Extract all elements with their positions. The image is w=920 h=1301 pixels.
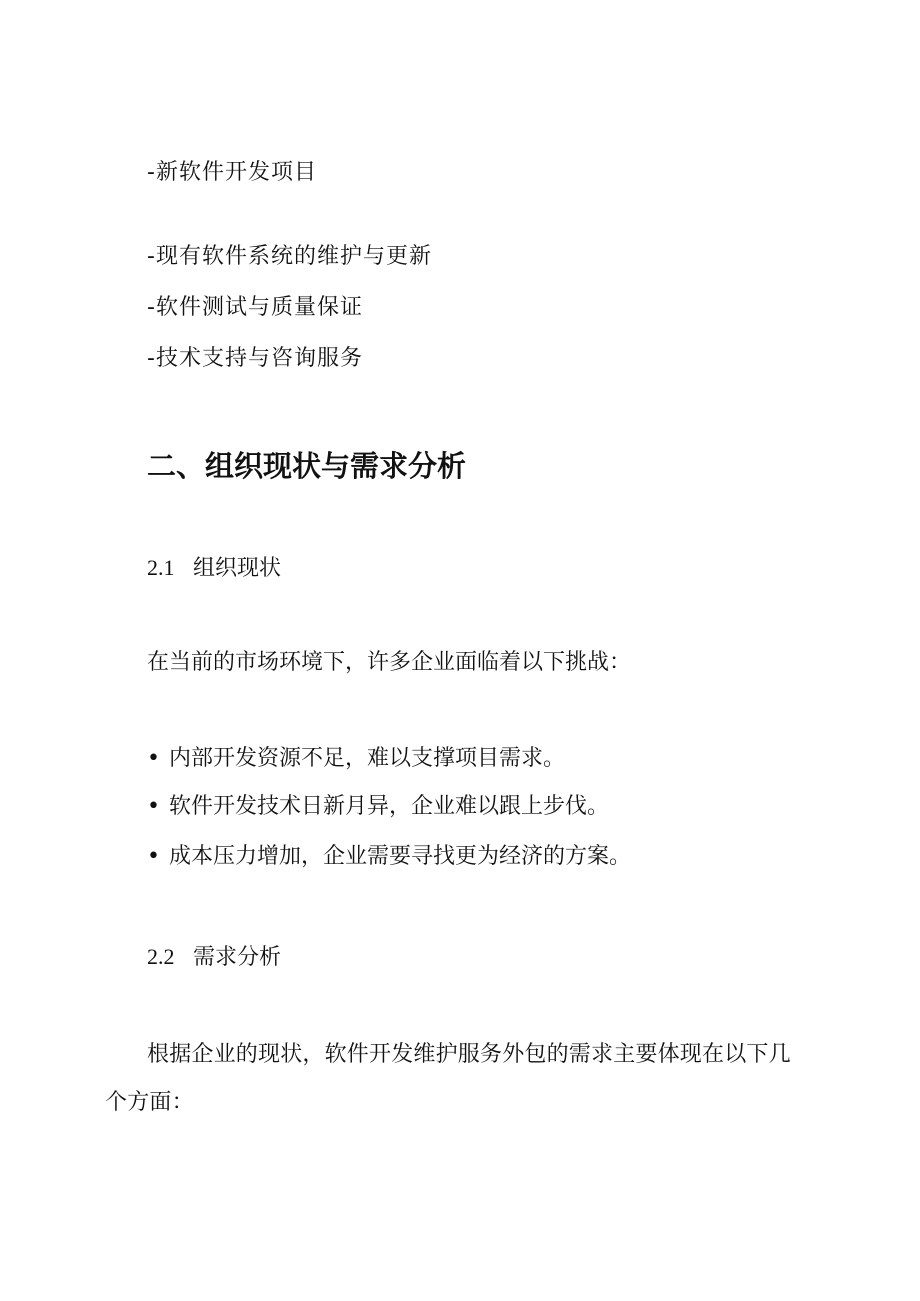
- service-item-maintenance: -现有软件系统的维护与更新: [147, 244, 432, 269]
- challenge-text: 软件开发技术日新月异，企业难以跟上步伐。: [169, 794, 610, 819]
- subsection-title: 需求分析: [193, 945, 282, 970]
- challenge-item: [147, 842, 631, 872]
- challenge-text: 成本压力增加，企业需要寻找更为经济的方案。: [169, 844, 632, 869]
- subsection-2-1-heading: [147, 553, 281, 584]
- service-item-new-development: -新软件开发项目: [147, 160, 317, 185]
- challenge-item: [147, 744, 565, 774]
- service-item-support: -技术支持与咨询服务: [147, 346, 363, 371]
- bullet-icon: •: [147, 844, 160, 869]
- bullet-icon: •: [147, 794, 160, 819]
- challenge-text: 内部开发资源不足，难以支撑项目需求。: [169, 746, 566, 771]
- section-heading: 二、组织现状与需求分析: [147, 449, 467, 483]
- needs-paragraph: 根据企业的现状，软件开发维护服务外包的需求主要体现在以下几个方面：: [105, 1042, 791, 1115]
- service-item-testing: -软件测试与质量保证: [147, 295, 363, 320]
- bullet-icon: •: [147, 746, 160, 771]
- challenge-item: [147, 792, 609, 822]
- challenges-intro: 在当前的市场环境下，许多企业面临着以下挑战：: [147, 650, 632, 675]
- subsection-number: 2.2: [147, 944, 175, 969]
- subsection-2-2-heading: [147, 942, 281, 973]
- subsection-number: 2.1: [147, 555, 175, 580]
- subsection-title: 组织现状: [193, 556, 282, 581]
